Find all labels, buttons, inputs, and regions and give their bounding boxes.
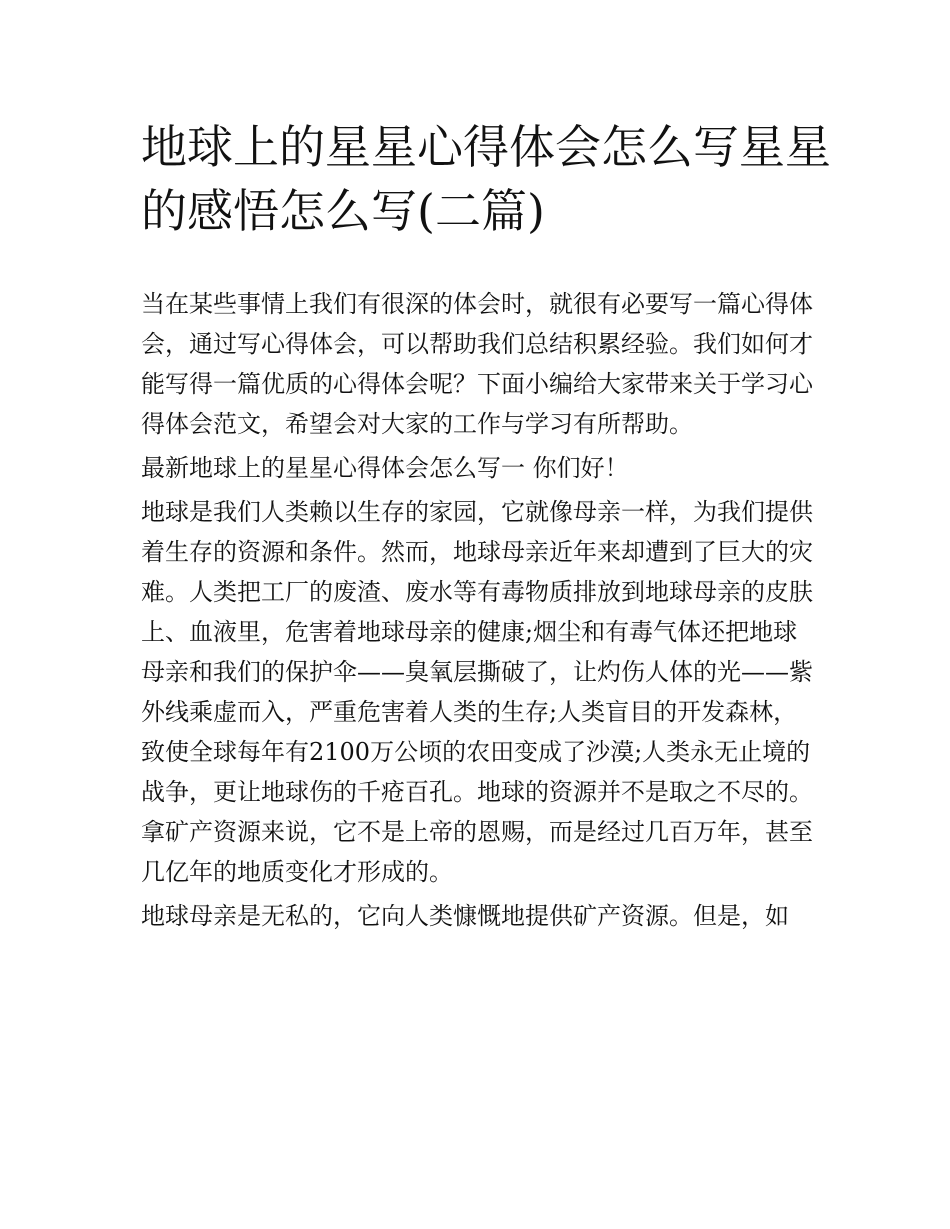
body-paragraph: 地球是我们人类赖以生存的家园，它就像母亲一样，为我们提供着生存的资源和条件。然而，地球母亲近年来却遭到了巨大的灾难。人类把工厂的废渣、废水等有毒物质排放到地球母亲的皮肤上、血液里，危害着地球母亲的健康;烟尘和有毒气体还把地球母亲和我们的保护伞——臭氧层撕破了，让灼伤人体的光——紫外线乘虚而入，严重危害着人类的生存;人类盲目的开发森林，致使全球每年有2100万公顷的农田变成了沙漠;人类永无止境的战争，更让地球伤的千疮百孔。地球的资源并不是取之不尽的。拿矿产资源来说，它不是上帝的恩赐，而是经过几百万年，甚至几亿年的地质变化才形成的。 — [141, 498, 813, 886]
intro-paragraph: 当在某些事情上我们有很深的体会时，就很有必要写一篇心得体会，通过写心得体会，可以帮助我们总结积累经验。我们如何才能写得一篇优质的心得体会呢？下面小编给大家带来关于学习心得体会范文，希望会对大家的工作与学习有所帮助。 — [141, 290, 813, 438]
body-paragraph: 地球母亲是无私的，它向人类慷慨地提供矿产资源。但是，如 — [141, 902, 789, 930]
document-title: 地球上的星星心得体会怎么写星星的感悟怎么写(二篇) — [141, 120, 831, 238]
document-body — [141, 284, 821, 936]
section-heading-paragraph: 最新地球上的星星心得体会怎么写一 你们好！ — [141, 454, 629, 482]
